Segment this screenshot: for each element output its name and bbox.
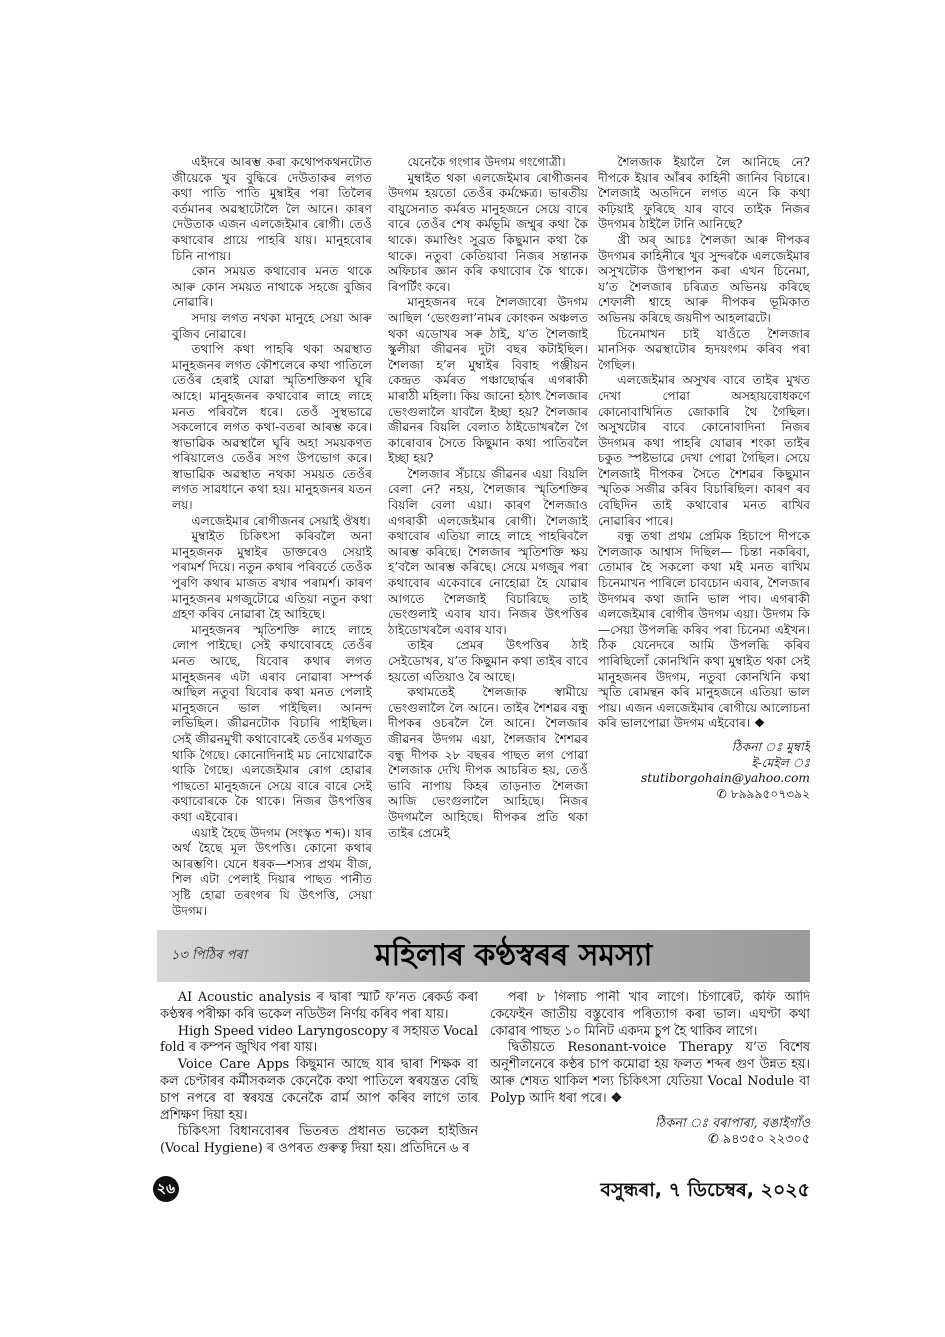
paragraph: পৰা ৮ গিলাচ পানী খাব লাগে। চিগাৰেট, কফি আদি কেফেইন জাতীয় বস্তুবোৰ পৰিত্যাগ কৰা ভাল। এঘণ্টা কথা কোৱাৰ পাছত ১০ মিনিট একদম চুপ হৈ থাকিব লাগে।: [490, 990, 810, 1039]
end-mark-icon: ❖: [610, 1090, 623, 1106]
article-column-3: [598, 155, 810, 925]
paragraph: কথামতেই শৈলজাক স্বামীয়ে ভেংগুলালৈ লৈ আনে। তাইৰ শৈশৱৰ বন্ধু দীপকৰ ওচৰলৈ লৈ আনে। শৈলজাৰ জীৱনৰ উদগম এয়া, শৈলজাৰ শৈশৱৰ বন্ধু দীপক ২৮ বছৰৰ পাছত লগ পোৱা শৈলজাক দেখি দীপক আচৰিত হয়, তেওঁ ভাবি নাপায় কিহৰ তাড়নাত শৈলজা আজি ভেংগুলালৈ আহিছে। নিজৰ উদগমলৈ আহিছে। দীপকৰ প্ৰতি থকা তাইৰ প্ৰেমেই: [388, 685, 588, 840]
paragraph: যেনেকৈ গংগাৰ উদগম গংগোত্ৰী।: [407, 155, 566, 169]
paragraph: এইদৰে আৰম্ভ কৰা কথোপকথনটোত জীয়েকে খুব বুদ্ধিৰে দেউতাকৰ লগত কথা পাতি পাতি মুম্বাইৰ পৰা তিলৈৰ বৰ্তমানৰ অৱস্থাটোলৈ লৈ আনে। কাৰণ দেউতাক এজন এলজেইমাৰ ৰোগী। তেওঁ কথাবোৰ প্ৰায়ে পাহৰি যায়। মানুহবোৰ চিনি নাপায়।: [172, 155, 372, 263]
paragraph: AI Acoustic analysis ৰ দ্বাৰা স্মাৰ্ট ফ’নত ৰেকৰ্ড কৰা কণ্ঠস্বৰ পৰীক্ষা কৰি ভকেল নডিউল নিৰ্ণয় কৰিব পৰা যায়।: [160, 990, 478, 1022]
article-title: মহিলাৰ কণ্ঠস্বৰৰ সমস্যা: [375, 938, 653, 973]
paragraph: শৈলজাক ইয়ালৈ লৈ আনিছে নে? দীপকে ইয়াৰ আঁৰৰ কাহিনী জানিব বিচাৰে। শৈলজাই অতদিনে লগত এনে কি কথা কঢ়িয়াই ফুৰিছে যাৰ বাবে তাইক নিজৰ উদগমৰ ঠাইলৈ টানি আনিছে?: [598, 155, 810, 232]
article-column-1: [172, 155, 372, 925]
paragraph: সদায় লগত নথকা মানুহে সেয়া আৰু বুজিব নোৱাৰে।: [172, 310, 372, 341]
author-email[interactable]: stutiborgohain@yahoo.com: [640, 771, 810, 786]
article-banner: [157, 930, 810, 982]
paragraph: [598, 529, 810, 732]
continued-from-label: ১৩ পিঠিৰ পৰা: [171, 948, 247, 963]
paragraph: [490, 1040, 810, 1107]
paragraph: চিনেমাখন চাই যাওঁতে শৈলজাৰ মানসিক অৱস্থাটোৰ হৃদয়ংগম কৰিব পৰা গৈছিল।: [598, 326, 810, 372]
paragraph: মুম্বাইত থকা এলজেইমাৰ ৰোগীজনৰ উদগম হয়তো তেওঁৰ কৰ্মক্ষেত্ৰ। ভাৰতীয় বায়ুসেনাত কৰ্মৰত মানুহজনে সেয়ে বাৰে বাৰে তেওঁৰ শেষ কৰ্মভূমি জম্মুৰ কথা কৈ থাকে। কমাণ্ডিং সুব্ৰত কিছুমান কথা কৈ থাকে। নতুবা কেতিয়াবা নিজৰ সন্তানক অফিচাৰ জ্ঞান কৰি কথাবোৰ কৈ থাকে। ৰিপৰ্টিং কৰে।: [388, 170, 588, 294]
author-address: ঠিকনা ঃ মুম্বাই: [731, 739, 810, 754]
paragraph: Voice Care Apps কিছুমান আছে যাৰ দ্বাৰা শিক্ষক বা কল চেণ্টাৰৰ কৰ্মীসকলক কেনেকৈ কথা পাতিলে স্বৰযন্ত্ৰত বেছি চাপ নপৰে বা স্বৰযন্ত্ৰ কেনেকৈ ৱাৰ্ম আপ কৰিব লাগে তাৰ প্ৰশিক্ষণ দিয়া হয়।: [160, 1057, 478, 1123]
page-number-badge: ২৬: [153, 1176, 179, 1202]
bottom-article-column-2: [490, 990, 810, 1165]
paragraph: মুম্বাইত চিকিৎসা কৰিবলৈ অনা মানুহজনক মুম্বাইৰ ডাক্তৰেও সেয়াই পৰামৰ্শ দিয়ে। নতুন কথাৰ পৰিবৰ্তে তেওঁক পুৰণি কথাৰ মাজত ৰখাৰ পৰামৰ্শ। কাৰণ মানুহজনৰ মগজুটোৱে এতিয়া নতুন কথা গ্ৰহণ কৰিব নোৱাৰা হৈ আহিছে।: [172, 529, 372, 622]
paragraph: খ্ৰী অৰ্ আচঃ শৈলজা আৰু দীপকৰ উদগমৰ কাহিনীৰে খুব সুন্দৰকৈ এলজেইমাৰ অসুখটোক উপস্থাপন কৰা এখন চিনেমা, য’ত শৈলজাৰ চৰিত্ৰত অভিনয় কৰিছে শেফালী শ্বাহে আৰু দীপকৰ ভূমিকাত অভিনয় কৰিছে জয়দীপ আহলাৱটে।: [598, 232, 810, 325]
article-column-2: [388, 155, 588, 925]
paragraph: এলজেইমাৰ অসুখৰ বাবে তাইৰ মুখত দেখা পোৱা অসহায়বোধকণে কোনোবাখিনিত জোকাৰি থৈ গৈছিল। অসুখটোৰ বাবে কোনোবাদিনা নিজৰ উদগমৰ কথা পাহৰি যোৱাৰ শংকা তাইৰ চকুত স্পষ্টভাৱে দেখা পোৱা গৈছিল। সেয়ে শৈলজাই দীপকৰ সৈতে শৈশৱৰ কিছুমান স্মৃতিক সজীৱ কৰিব বিচাৰিছিল। কাৰণ ৰব বেছিদিন তাই কথাবোৰ মনত ৰাখিব নোৱাৰিব পাৰে।: [598, 373, 810, 528]
paragraph: মানুহজনৰ দৰে শৈলজাৰো উদগম আছিল ‘ভেংগুলা’নামৰ কোংকন অঞ্চলত থকা এডোখৰ সৰু ঠাই, য’ত শৈলজাই স্কুলীয়া জীৱনৰ দুটা বছৰ কটাইছিল। শৈলজা হ’ল মুম্বাইৰ বিবাহ পঞ্জীয়ন কেন্দ্ৰত কৰ্মৰত পঞ্চাছোৰ্দ্ধৰ এগৰাকী মাৰাঠী মহিলা। কিয় জানো হঠাৎ শৈলজাৰ ভেংগুলালৈ যাবলৈ ইচ্ছা হয়? শৈলজাৰ জীৱনৰ বিয়লি বেলাত ঠাইডোখৰলৈ গৈ কাৰোবাৰ সৈতে কিছুমান কথা পাতিবলৈ ইচ্ছা হয়?: [388, 295, 588, 466]
paragraph: শৈলজাৰ সঁচায়ে জীৱনৰ এয়া বিয়লি বেলা নে? নহয়, শৈলজাৰ স্মৃতিশক্তিৰ বিয়লি বেলা এয়া। কাৰণ শৈলজাও এগৰাকী এলজেইমাৰ ৰোগী। শৈলজাই কথাবোৰ এতিয়া লাহে লাহে পাহৰিবলৈ আৰম্ভ কৰিছে। শৈলজাৰ স্মৃতিশক্তি ক্ষয় হ’বলৈ আৰম্ভ কৰিছে। সেয়ে মগজুৰ পৰা কথাবোৰ একেবাৰে নোহোৱা হৈ যোৱাৰ আগতে শৈলজাই বিচাৰিছে তাই ভেংগুলাই এবাৰ যাব। নিজৰ উৎপত্তিৰ ঠাইডোখৰলৈ এবাৰ যাব।: [388, 466, 588, 637]
paragraph: তথাপি কথা পাহৰি থকা অৱস্থাত মানুহজনৰ লগত কৌশলেৰে কথা পাতিলে তেওঁৰ হেৰাই যোৱা স্মৃতিশক্তিকণ ঘূৰি আহে। মানুহজনৰ কথাবোৰ লাহে লাহে মনত পৰিবলৈ ধৰে। তেওঁ সুস্থভাৱে সকলোৰে লগত কথা-বতৰা আৰম্ভ কৰে। স্বাভাৱিক অৱস্থালৈ ঘূৰি অহা সময়কণত পৰিয়ালেও তেওঁৰ সংগ উপভোগ কৰে। স্বাভাৱিক অৱস্থাত নথকা সময়ত তেওঁৰ লগত সাৱধানে কথা হয়। মানুহজনৰ যতন লয়।: [172, 342, 372, 513]
email-label: ই-মেইল ঃ: [751, 755, 810, 770]
paragraph: চিকিৎসা বিধানবোৰৰ ভিতৰত প্ৰধানত ভকেল হাইজিন (Vocal Hygiene) ৰ ওপৰত গুৰুত্ব দিয়া হয়। প্ৰতিদিনে ৬ ৰ: [160, 1124, 478, 1157]
paragraph: এয়াই হৈছে উদগম (সংস্কৃত শব্দ)। যাৰ অৰ্থ হৈছে মূল উৎপত্তি। কোনো কথাৰ আৰম্ভণি। যেনে ধৰক—শস্যৰ প্ৰথম বীজ, শিল এটা পেলাই দিয়াৰ পাছত পানীত সৃষ্টি হোৱা তৰংগৰ যি উৎপত্তি, সেয়া উদগম।: [172, 825, 372, 918]
footer-publication-date: বসুন্ধৰা, ৭ ডিচেম্বৰ, ২০২৫: [600, 1179, 810, 1201]
paragraph: তাইৰ প্ৰেমৰ উৎপত্তিৰ ঠাই সেইডোখৰ, য’ত কিছুমান কথা তাইৰ বাবে হয়তো এতিয়াও ৰৈ আছে।: [388, 638, 588, 684]
author-phone: ✆ ৮৯৯৯৫০৭৩৯২: [716, 786, 810, 801]
paragraph: High Speed video Laryngoscopy ৰ সহায়ত Vocal fold ৰ কম্পন জুখিব পৰা যায়।: [160, 1023, 478, 1056]
bottom-article-column-1: [160, 990, 478, 1165]
paragraph-text: দ্বিতীয়তে Resonant-voice Therapy য’ত বিশেষ অনুশীলনেৰে কণ্ঠৰ চাপ কমোৱা হয় ফলত শব্দৰ গুণ উন্নত হয়। আৰু শেষত থাকিল শল্য চিকিৎসা যেতিয়া Vocal Nodule বা Polyp আদি ধৰা পৰে।: [490, 1040, 810, 1106]
paragraph: এলজেইমাৰ ৰোগীজনৰ সেয়াই ঔষধ।: [191, 513, 371, 528]
paragraph: মানুহজনৰ স্মৃতিশক্তি লাহে লাহে লোপ পাইছে। সেই কথাবোৰহে তেওঁৰ মনত আছে, যিবোৰ কথাৰ লগত মানুহজনৰ এটা এৰাব নোৱাৰা সম্পৰ্ক আছিল নতুবা যিবোৰ কথা মনত পেলাই মানুহজনে ভাল পাইছিল। আনন্দ লভিছিল। জীৱনটোক বিচাৰি পাইছিল। সেই জীৱনমুখী কথাবোৰেই তেওঁৰ মগজুত থাকি গৈছে। কোনোদিনাই মচ নোখোৱাকৈ থাকি গৈছে। এলজেইমাৰ ৰোগ হোৱাৰ পাছতো মানুহজনে সেয়ে বাৰে বাৰে সেই কথাবোৰকে কৈ থাকে। নিজৰ উৎপত্তিৰ কথা এইবোৰ।: [172, 622, 372, 824]
paragraph-text: বন্ধু তথা প্ৰথম প্ৰেমিক হিচাপে দীপকে শৈলজাক আশ্বাস দিছিল— চিন্তা নকৰিবা, তোমাৰ হৈ সকলো কথা মই মনত ৰাখিম চিনেমাখন পাৰিলে চাবচোন এবাৰ, শৈলজাৰ উদগমৰ কথা জানি ভাল পাব। এগৰাকী এলজেইমাৰ ৰোগীৰ উদগম এয়া। উদগম কি—সেয়া উপলব্ধি কৰিব পৰা চিনেমা এইখন। ঠিক যেনেদৰে আমি উপলব্ধি কৰিব পাৰিছিলোঁ কোনখিনি কথা মুম্বাইত থকা সেই মানুহজনৰ উদগম, নতুবা কোনখিনি কথা স্মৃতি ৰোমন্থন কৰি মানুহজনে এতিয়া ভাল পায়। এজন এলজেইমাৰ ৰোগীয়ে আলোচনা কৰি ভালপোৱা উদগম এইবোৰ।: [598, 529, 810, 731]
end-mark-icon: ❖: [754, 716, 766, 731]
author-address: ঠিকনা ঃ বৰাপাৰা, বঙাইগাঁও: [654, 1115, 810, 1131]
author-phone: ✆ ৯৪৩৫০ ২২৩০৫: [708, 1132, 810, 1148]
paragraph: কোন সময়ত কথাবোৰ মনত থাকে আৰু কোন সময়ত নাথাকে সহজে বুজিব নোৱাৰি।: [172, 264, 372, 310]
